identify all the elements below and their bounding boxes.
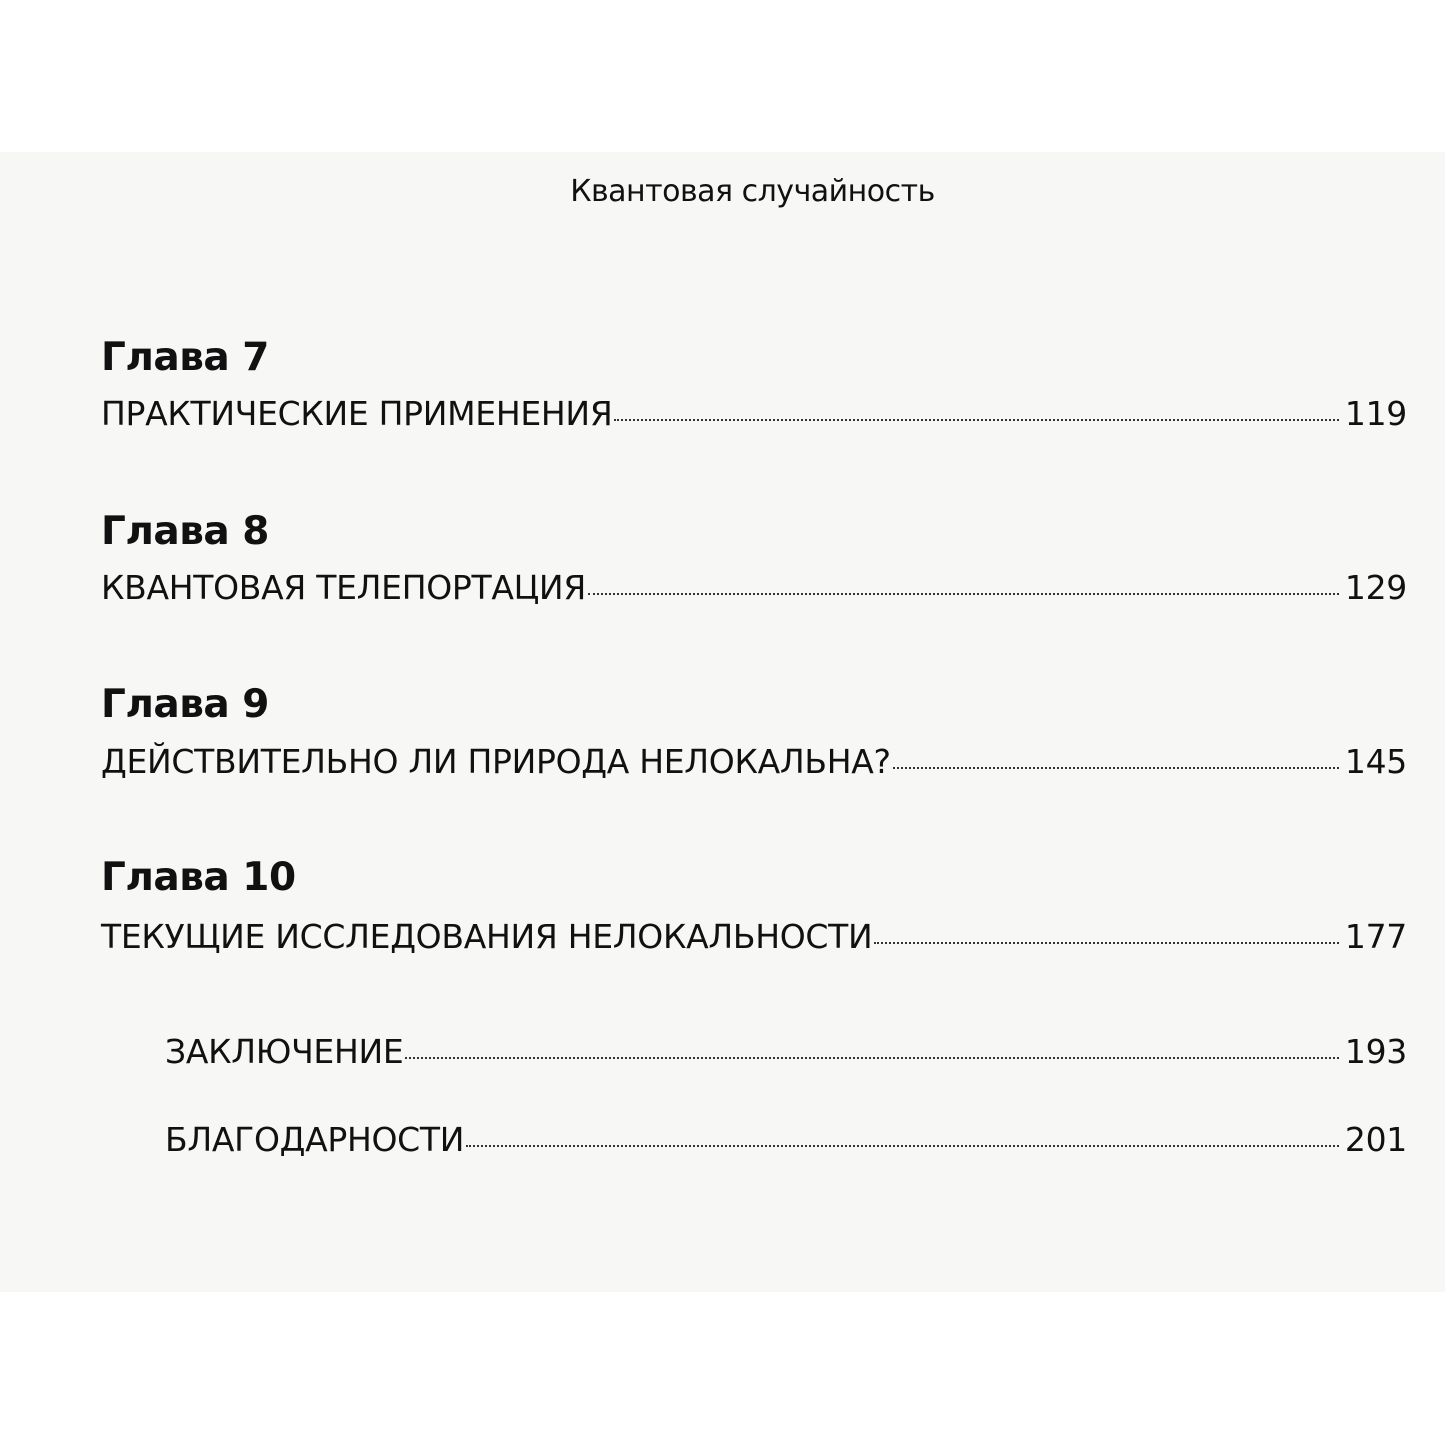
toc-page-number: 177 <box>1344 917 1407 956</box>
toc-entry-title: ПРАКТИЧЕСКИЕ ПРИМЕНЕНИЯ <box>101 394 613 433</box>
toc-entry-chapter-9[interactable] <box>101 742 1407 781</box>
chapter-8-label: Глава 8 <box>101 509 269 554</box>
chapter-7-label: Глава 7 <box>101 335 269 380</box>
toc-entry-title: КВАНТОВАЯ ТЕЛЕПОРТАЦИЯ <box>101 568 586 607</box>
dot-leader <box>614 419 1338 421</box>
toc-entry-title: ТЕКУЩИЕ ИССЛЕДОВАНИЯ НЕЛОКАЛЬНОСТИ <box>101 917 873 956</box>
chapter-9-label: Глава 9 <box>101 682 269 727</box>
dot-leader <box>893 767 1339 769</box>
dot-leader <box>466 1145 1339 1147</box>
toc-entry-title: ДЕЙСТВИТЕЛЬНО ЛИ ПРИРОДА НЕЛОКАЛЬНА? <box>101 742 891 781</box>
toc-page-number: 119 <box>1344 394 1407 433</box>
dot-leader <box>588 593 1339 595</box>
dot-leader <box>405 1057 1338 1059</box>
dot-leader <box>874 942 1339 944</box>
toc-page-number: 193 <box>1344 1032 1407 1071</box>
book-page <box>0 152 1445 1292</box>
toc-entry-chapter-10[interactable] <box>101 917 1407 956</box>
toc-page-number: 145 <box>1344 742 1407 781</box>
toc-entry-title: БЛАГОДАРНОСТИ <box>165 1120 465 1159</box>
running-header: Квантовая случайность <box>570 174 935 209</box>
chapter-10-label: Глава 10 <box>101 855 296 900</box>
toc-entry-chapter-7[interactable] <box>101 394 1407 433</box>
toc-page-number: 129 <box>1344 568 1407 607</box>
toc-entry-conclusion[interactable] <box>165 1032 1407 1071</box>
toc-entry-title: ЗАКЛЮЧЕНИЕ <box>165 1032 404 1071</box>
toc-page-number: 201 <box>1344 1120 1407 1159</box>
toc-entry-chapter-8[interactable] <box>101 568 1407 607</box>
toc-entry-acknowledgements[interactable] <box>165 1120 1407 1159</box>
